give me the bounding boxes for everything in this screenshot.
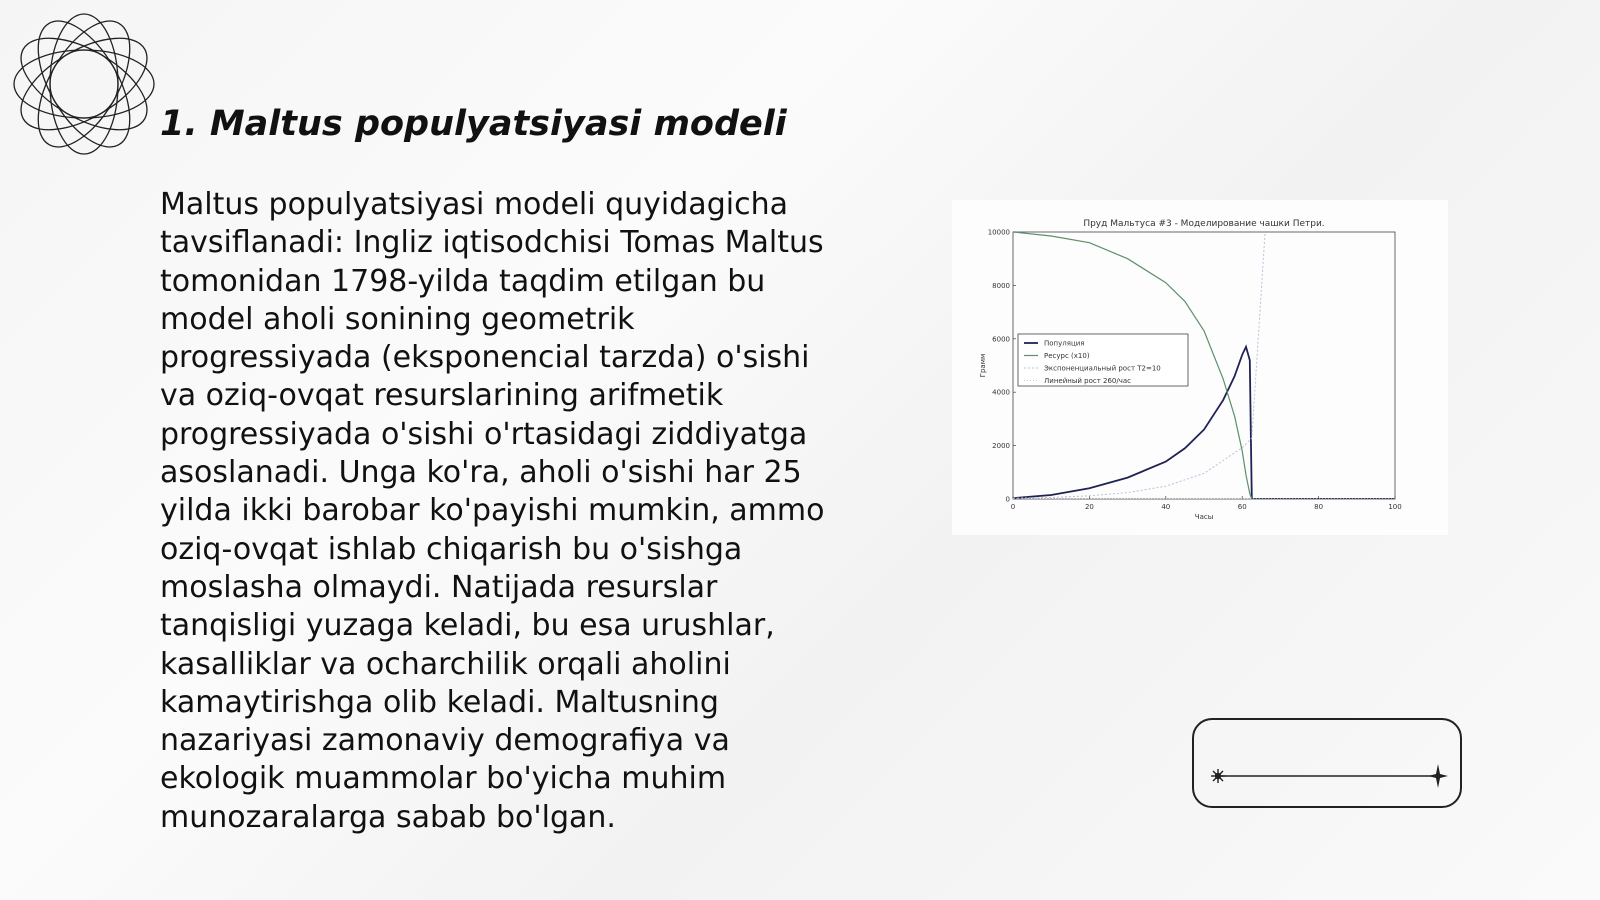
y-tick-label: 10000 xyxy=(987,228,1010,237)
body-line: tavsiflanadi: Ingliz iqtisodchisi Tomas Maltus xyxy=(160,225,824,261)
body-line: Maltus populyatsiyasi modeli quyidagicha xyxy=(160,187,788,222)
chart-image xyxy=(952,200,1448,535)
x-tick-label: 40 xyxy=(1161,503,1171,511)
legend-entry: Популяция xyxy=(1044,339,1085,348)
legend-entry: Линейный рост 260/час xyxy=(1044,377,1131,385)
x-tick-label: 60 xyxy=(1237,503,1247,511)
body-line: model aholi sonining geometrik xyxy=(160,301,635,337)
timeline-widget xyxy=(1192,718,1462,808)
body-line: progressiyada o'sishi o'rtasidagi ziddiyatga xyxy=(160,416,808,452)
body-line: munozaralarga sabab bo'lgan. xyxy=(160,799,616,835)
body-line: progressiyada (eksponencial tarzda) o'sishi xyxy=(160,340,810,376)
y-tick-label: 6000 xyxy=(992,335,1010,344)
x-axis-label: Часы xyxy=(1194,513,1214,521)
x-tick-label: 20 xyxy=(1084,503,1094,511)
body-line: yilda ikki barobar ko'payishi mumkin, ammo xyxy=(160,493,825,529)
y-tick-label: 4000 xyxy=(992,388,1010,397)
y-tick-label: 0 xyxy=(1005,495,1010,504)
body-line: kamaytirishga olib keladi. Maltusning xyxy=(160,684,719,720)
x-tick-label: 80 xyxy=(1314,503,1324,511)
sun-icon xyxy=(1211,769,1225,783)
slide-title: 1. Maltus populyatsiyasi modeli xyxy=(160,104,787,144)
y-axis-label: Грамм xyxy=(979,353,987,378)
body-line: oziq-ovqat ishlab chiqarish bu o'sishga xyxy=(160,531,743,567)
body-paragraph xyxy=(160,186,860,837)
x-tick-label: 100 xyxy=(1388,503,1402,511)
y-tick-label: 2000 xyxy=(992,442,1010,451)
body-line: nazariyasi zamonaviy demografiya va xyxy=(160,723,730,759)
body-line: ekologik muammolar bo'yicha muhim xyxy=(160,761,727,797)
body-line: kasalliklar va ocharchilik orqali aholini xyxy=(160,646,731,682)
legend-entry: Ресурс (x10) xyxy=(1044,352,1090,360)
legend-entry: Экспоненциальный рост T2=10 xyxy=(1044,364,1161,373)
sparkle-icon xyxy=(1428,764,1448,788)
body-line: moslasha olmaydi. Natijada resurslar xyxy=(160,569,718,605)
body-line: asoslanadi. Unga ko'ra, aholi o'sishi har 25 xyxy=(160,455,802,491)
y-tick-label: 8000 xyxy=(992,281,1010,290)
orbit-rings-icon xyxy=(8,8,160,160)
body-line: tomonidan 1798-yilda taqdim etilgan bu xyxy=(160,263,766,299)
body-line: va oziq-ovqat resurslarining arifmetik xyxy=(160,378,724,414)
body-line: tanqisligi yuzaga keladi, bu esa urushlar, xyxy=(160,608,775,644)
chart-title: Пруд Мальтуса #3 - Моделирование чашки Петри. xyxy=(1083,219,1325,229)
line-chart xyxy=(952,200,1448,535)
x-tick-label: 0 xyxy=(1010,503,1016,511)
